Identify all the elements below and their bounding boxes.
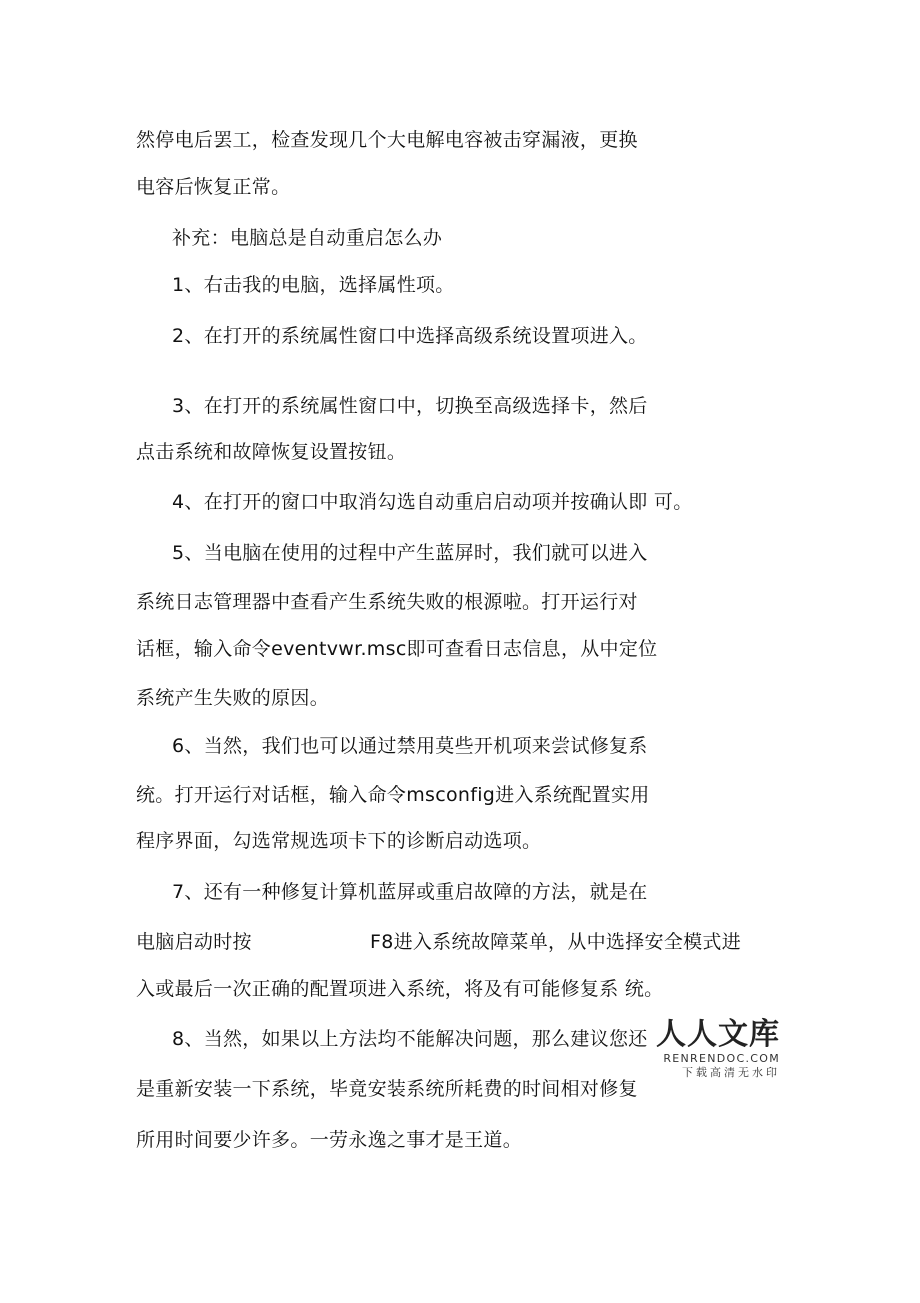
text-line: 4、在打开的窗口中取消勾选自动重启启动项并按确认即 可。 xyxy=(172,491,693,513)
text-line: 入或最后一次正确的配置项进入系统，将及有可能修复系 统。 xyxy=(136,978,664,1000)
text-line: 然停电后罢工，检查发现几个大电解电容被击穿漏液，更换 xyxy=(136,129,638,151)
text-line: 话框，输入命令eventvwr.msc即可查看日志信息，从中定位 xyxy=(136,638,658,660)
text-line: 所用时间要少许多。一劳永逸之事才是王道。 xyxy=(136,1129,523,1151)
text-line: 5、当电脑在使用的过程中产生蓝屏时，我们就可以进入 xyxy=(172,542,648,564)
watermark-title: 人人文库 xyxy=(656,1017,780,1052)
text-line: 统。打开运行对话框，输入命令msconfig进入系统配置实用 xyxy=(136,784,650,806)
text-line: 程序界面，勾选常规选项卡下的诊断启动选项。 xyxy=(136,830,542,852)
text-line: 6、当然，我们也可以通过禁用莫些开机项来尝试修复系 xyxy=(172,735,648,757)
text-line: 电容后恢复正常。 xyxy=(136,176,291,198)
watermark-url: RENRENDOC.COM xyxy=(663,1052,780,1065)
text-line: 点击系统和故障恢复设置按钮。 xyxy=(136,441,407,463)
text-line: F8进入系统故障菜单，从中选择安全模式进 xyxy=(370,931,742,953)
text-line: 是重新安装一下系统，毕竟安装系统所耗费的时间相对修复 xyxy=(136,1078,638,1100)
text-line: 8、当然，如果以上方法均不能解决问题，那么建议您还 xyxy=(172,1028,648,1050)
text-line: 7、还有一种修复计算机蓝屏或重启故障的方法，就是在 xyxy=(172,881,648,903)
text-line: 2、在打开的系统属性窗口中选择高级系统设置项进入。 xyxy=(172,325,648,347)
text-line: 电脑启动时按 xyxy=(136,931,252,953)
watermark-logo xyxy=(650,1018,780,1080)
text-line: 补充：电脑总是自动重启怎么办 xyxy=(172,227,443,249)
text-line: 1、右击我的电脑，选择属性项。 xyxy=(172,274,455,296)
text-line: 系统产生失败的原因。 xyxy=(136,687,330,709)
text-line: 系统日志管理器中查看产生系统失败的根源啦。打开运行对 xyxy=(136,591,638,613)
text-line: 3、在打开的系统属性窗口中，切换至高级选择卡，然后 xyxy=(172,395,648,417)
watermark-subtitle: 下载高清无水印 xyxy=(682,1066,780,1079)
